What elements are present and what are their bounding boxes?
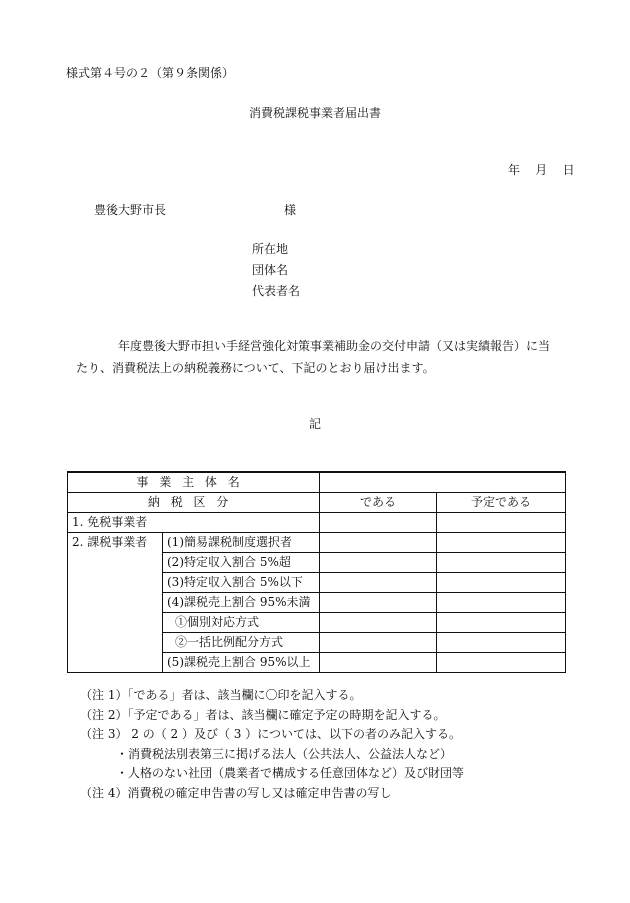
address-label: 所在地 xyxy=(252,242,289,256)
entity-name-cell[interactable] xyxy=(320,472,566,493)
item-planned-cell[interactable] xyxy=(437,533,566,553)
table-row-tax-class xyxy=(68,493,566,513)
addressee: 豊後大野市長 xyxy=(94,203,167,217)
taxable-label: 2. 課税事業者 xyxy=(68,533,163,673)
item-is-cell[interactable] xyxy=(320,633,437,653)
table-row-entity xyxy=(68,472,566,493)
item-label: ①個別対応方式 xyxy=(163,613,320,633)
date-day: 日 xyxy=(562,163,575,177)
item-is-cell[interactable] xyxy=(320,593,437,613)
item-planned-cell[interactable] xyxy=(437,613,566,633)
item-planned-cell[interactable] xyxy=(437,653,566,673)
note-3-item-2: ・人格のない社団（農業者で構成する任意団体など）及び財団等 xyxy=(116,766,465,780)
ki-heading: 記 xyxy=(308,417,321,431)
representative-label: 代表者名 xyxy=(252,284,301,298)
column-planned-header: 予定である xyxy=(437,493,566,513)
table-row-exempt xyxy=(68,513,566,533)
applicant-block xyxy=(252,241,300,304)
item-is-cell[interactable] xyxy=(320,653,437,673)
item-label: (5)課税売上割合 95%以上 xyxy=(163,653,320,673)
date-line xyxy=(508,162,575,178)
body-line-1: 年度豊後大野市担い手経営強化対策事業補助金の交付申請（又は実績報告）に当 xyxy=(118,339,551,353)
item-is-cell[interactable] xyxy=(320,613,437,633)
form-number: 様式第４号の２（第９条関係） xyxy=(66,66,235,80)
item-planned-cell[interactable] xyxy=(437,593,566,613)
item-label: ②一括比例配分方式 xyxy=(163,633,320,653)
note-1: （注 1）「である」者は、該当欄に〇印を記入する。 xyxy=(80,688,362,702)
item-label: (3)特定収入割合 5%以下 xyxy=(163,573,320,593)
item-is-cell[interactable] xyxy=(320,573,437,593)
exempt-label: 1. 免税事業者 xyxy=(68,513,320,533)
exempt-planned-cell[interactable] xyxy=(437,513,566,533)
exempt-is-cell[interactable] xyxy=(320,513,437,533)
note-3: （注 3） 2 の（ 2 ）及び（ 3 ）については、以下の者のみ記入する。 xyxy=(80,727,462,741)
item-is-cell[interactable] xyxy=(320,553,437,573)
body-line-2: たり、消費税法上の納税義務について、下記のとおり届け出ます。 xyxy=(76,361,435,375)
table-row xyxy=(68,533,566,553)
tax-status-table xyxy=(67,471,566,673)
item-is-cell[interactable] xyxy=(320,533,437,553)
notes-block xyxy=(80,686,464,803)
organization-label: 団体名 xyxy=(252,263,289,277)
body-paragraph xyxy=(76,335,570,379)
item-planned-cell[interactable] xyxy=(437,633,566,653)
note-3-item-1: ・消費税法別表第三に掲げる法人（公共法人、公益法人など） xyxy=(116,746,453,761)
item-label: (2)特定収入割合 5%超 xyxy=(163,553,320,573)
tax-class-header: 納税区分 xyxy=(68,493,320,513)
item-planned-cell[interactable] xyxy=(437,573,566,593)
honorific: 様 xyxy=(284,203,297,217)
item-label: (4)課税売上割合 95%未満 xyxy=(163,593,320,613)
note-4: （注 4）消費税の確定申告書の写し又は確定申告書の写し xyxy=(80,785,392,800)
entity-name-header: 事業主体名 xyxy=(68,472,320,493)
item-label: (1)簡易課税制度選択者 xyxy=(163,533,320,553)
note-2: （注 2）「予定である」者は、該当欄に確定予定の時期を記入する。 xyxy=(80,707,446,722)
column-is-header: である xyxy=(320,493,437,513)
document-title: 消費税課税事業者届出書 xyxy=(248,106,381,120)
item-planned-cell[interactable] xyxy=(437,553,566,573)
date-year: 年 xyxy=(508,163,521,177)
date-month: 月 xyxy=(535,163,548,177)
